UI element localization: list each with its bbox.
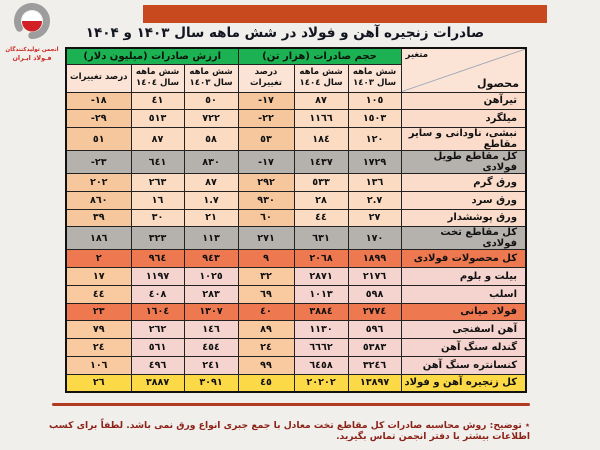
vol-1404-cell: ٦٦٦٢ (294, 339, 348, 357)
val-pct-cell: ٣٩ (66, 209, 131, 227)
exports-table (65, 47, 527, 393)
val-1403-cell: ٢١ (184, 209, 238, 227)
vol-pct-cell: -٢٢ (238, 110, 294, 128)
logo-org-name-line1: انجمن تولیدکنندگان (5, 47, 59, 53)
vol-1404-cell: ١٠١٣ (294, 285, 348, 303)
val-1403-cell: ٩٤٣ (184, 250, 238, 268)
value-1404-header (131, 64, 184, 92)
table-row (66, 110, 526, 128)
val-1403-cell: ١٣٠٧ (184, 303, 238, 321)
vol-1403-cell: ١٣٨٩٧ (348, 374, 401, 392)
vol-pct-cell: ٩٩ (238, 356, 294, 374)
val-1403-cell: ١٠٢٥ (184, 268, 238, 286)
val-1404-cell: ٢٦٢ (131, 321, 184, 339)
val-pct-cell: -٢٣ (66, 151, 131, 174)
val-1403-cell: ٢٤١ (184, 356, 238, 374)
product-cell: میلگرد (401, 110, 526, 128)
corner-variable-label: متغیر (405, 50, 429, 60)
table-row (66, 174, 526, 192)
period-label: شش ماهه (299, 66, 343, 77)
val-1404-cell: ٥٦١ (131, 339, 184, 357)
val-1403-cell: ٨٣٠ (184, 151, 238, 174)
val-1404-cell: ٩٦٤ (131, 250, 184, 268)
val-1404-cell: ٤٩٦ (131, 356, 184, 374)
val-pct-cell: ١٠٦ (66, 356, 131, 374)
product-cell: کل زنجیره آهن و فولاد (401, 374, 526, 392)
footer-divider (52, 403, 530, 406)
vol-pct-cell: -١٧ (238, 151, 294, 174)
vol-pct-cell: -١٧ (238, 92, 294, 110)
steel-association-logo-icon (5, 1, 59, 43)
val-pct-cell: ٥١ (66, 128, 131, 151)
val-pct-cell: -٢٩ (66, 110, 131, 128)
val-1404-cell: ٣٠ (131, 209, 184, 227)
table-body (66, 92, 526, 392)
val-pct-cell: ٢٤ (66, 339, 131, 357)
volume-group-header: حجم صادرات (هزار تن) (238, 48, 401, 64)
product-cell: تیرآهن (401, 92, 526, 110)
vol-1404-cell: ٦٤٥٨ (294, 356, 348, 374)
table-row (66, 356, 526, 374)
product-cell: ورق سرد (401, 191, 526, 209)
volume-1403-header (348, 64, 401, 92)
val-1403-cell: ٨٧ (184, 174, 238, 192)
val-1404-cell: ٤١ (131, 92, 184, 110)
vol-pct-cell: ٤٠ (238, 303, 294, 321)
volume-1404-header (294, 64, 348, 92)
vol-1403-cell: ٢١٧٦ (348, 268, 401, 286)
product-cell: کل مقاطع تخت فولادی (401, 227, 526, 250)
vol-1404-cell: ١١٣٠ (294, 321, 348, 339)
val-1404-cell: ٤٠٨ (131, 285, 184, 303)
vol-pct-cell: ٢٩٢ (238, 174, 294, 192)
vol-1404-cell: ٢٠٢٠٢ (294, 374, 348, 392)
val-1404-cell: ١٦ (131, 191, 184, 209)
vol-1404-cell: ٢٨٧١ (294, 268, 348, 286)
val-1404-cell: ٢٦٣ (131, 174, 184, 192)
val-1404-cell: ٣٨٨٧ (131, 374, 184, 392)
val-pct-cell: ٢ (66, 250, 131, 268)
period-label: شش ماهه (352, 66, 397, 77)
product-cell: گندله سنگ آهن (401, 339, 526, 357)
page-title: صادرات زنجیره آهن و فولاد در شش ماهه سال ۱۴۰۳ و ۱۴۰۴ (85, 25, 485, 41)
val-1404-cell: ٨٧ (131, 128, 184, 151)
vol-1403-cell: ١٧٠ (348, 227, 401, 250)
vol-1404-cell: ١١٦٦ (294, 110, 348, 128)
corner-cell (401, 48, 526, 92)
vol-pct-cell: ٤٥ (238, 374, 294, 392)
volume-pct-header: درصد تغییرات (238, 64, 294, 92)
vol-1404-cell: ٤٤ (294, 209, 348, 227)
val-1404-cell: ١١٩٧ (131, 268, 184, 286)
vol-1404-cell: ٢٨ (294, 191, 348, 209)
vol-1403-cell: ١٥٠٣ (348, 110, 401, 128)
val-1403-cell: ٤٥٤ (184, 339, 238, 357)
value-group-header: ارزش صادرات (میلیون دلار) (66, 48, 238, 64)
vol-1403-cell: ١٢٠ (348, 128, 401, 151)
product-cell: اسلب (401, 285, 526, 303)
table-row (66, 92, 526, 110)
table-row (66, 227, 526, 250)
table-row (66, 268, 526, 286)
group-header-row (66, 48, 526, 64)
vol-1404-cell: ٦٣١ (294, 227, 348, 250)
val-1403-cell: ٥٠ (184, 92, 238, 110)
val-pct-cell: ٤٤ (66, 285, 131, 303)
vol-pct-cell: ٥٣ (238, 128, 294, 151)
val-pct-cell: ٢٠٢ (66, 174, 131, 192)
year-1404-label: سال ١٤٠٤ (299, 78, 343, 88)
footnote (25, 420, 530, 442)
product-cell: فولاد میانی (401, 303, 526, 321)
vol-1403-cell: ٥٩٨ (348, 285, 401, 303)
vol-pct-cell: ٢٤ (238, 339, 294, 357)
vol-1403-cell: ١٧٢٩ (348, 151, 401, 174)
product-cell: کل مقاطع طویل فولادی (401, 151, 526, 174)
vol-pct-cell: ٩٣٠ (238, 191, 294, 209)
val-1403-cell: ١١٣ (184, 227, 238, 250)
table-row (66, 339, 526, 357)
product-cell: آهن اسفنجی (401, 321, 526, 339)
vol-1404-cell: ٣٨٨٤ (294, 303, 348, 321)
vol-1403-cell: ٣٢٤٦ (348, 356, 401, 374)
vol-pct-cell: ٨٩ (238, 321, 294, 339)
val-pct-cell: ٢٣ (66, 303, 131, 321)
year-1403-label: سال ١٤٠٣ (189, 78, 233, 88)
value-1403-header (184, 64, 238, 92)
footnote-label: ٭ توضیح: (489, 420, 530, 431)
vol-1404-cell: ١٨٤ (294, 128, 348, 151)
val-pct-cell: ١٨٦ (66, 227, 131, 250)
year-1403-label: سال ١٤٠٣ (352, 78, 397, 88)
vol-pct-cell: ٩ (238, 250, 294, 268)
vol-pct-cell: ٢٧١ (238, 227, 294, 250)
table-row (66, 285, 526, 303)
val-pct-cell: -١٨ (66, 92, 131, 110)
vol-1403-cell: ٢.٧ (348, 191, 401, 209)
val-1403-cell: ١٤٦ (184, 321, 238, 339)
vol-1403-cell: ٥٣٨٣ (348, 339, 401, 357)
year-1404-label: سال ١٤٠٤ (135, 78, 180, 88)
val-pct-cell: ٢٦ (66, 374, 131, 392)
val-1403-cell: ٣٠٩١ (184, 374, 238, 392)
org-logo (1, 1, 63, 62)
val-1404-cell: ١٦٠٤ (131, 303, 184, 321)
vol-1404-cell: ٢٠٦٨ (294, 250, 348, 268)
product-cell: بیلت و بلوم (401, 268, 526, 286)
table-row (66, 191, 526, 209)
table-row (66, 321, 526, 339)
product-cell: ورق گرم (401, 174, 526, 192)
product-cell: کنسانتره سنگ آهن (401, 356, 526, 374)
vol-1403-cell: ٥٩٦ (348, 321, 401, 339)
vol-1404-cell: ٥٣٣ (294, 174, 348, 192)
vol-pct-cell: ٣٢ (238, 268, 294, 286)
val-pct-cell: ٨٦٠ (66, 191, 131, 209)
product-cell: ورق پوششدار (401, 209, 526, 227)
vol-pct-cell: ٦٩ (238, 285, 294, 303)
table-row (66, 151, 526, 174)
val-1404-cell: ٣٢٣ (131, 227, 184, 250)
table-row (66, 128, 526, 151)
footnote-text: روش محاسبه صادرات کل مقاطع تخت معادل با جمع جبری انواع ورق نمی باشد. لطفاً برای کسب اطلاعات بیشتر با دفتر انجمن تماس بگیرید. (49, 420, 530, 442)
vol-1403-cell: ٢٧ (348, 209, 401, 227)
vol-1403-cell: ٢٧٧٤ (348, 303, 401, 321)
val-1404-cell: ٦٤١ (131, 151, 184, 174)
vol-1403-cell: ١٣٦ (348, 174, 401, 192)
product-cell: کل محصولات فولادی (401, 250, 526, 268)
logo-org-name-line2: فـولاد ایـران (12, 54, 52, 63)
vol-1404-cell: ٨٧ (294, 92, 348, 110)
title-banner (143, 5, 547, 23)
val-1403-cell: ١.٧ (184, 191, 238, 209)
vol-1403-cell: ١٨٩٩ (348, 250, 401, 268)
table-row (66, 250, 526, 268)
val-1403-cell: ٧٢٢ (184, 110, 238, 128)
val-pct-cell: ١٧ (66, 268, 131, 286)
vol-1403-cell: ١٠٥ (348, 92, 401, 110)
val-1403-cell: ٢٨٣ (184, 285, 238, 303)
product-cell: نبشی، ناودانی و سایر مقاطع (401, 128, 526, 151)
corner-product-label: محصول (477, 76, 520, 90)
val-1404-cell: ٥١٣ (131, 110, 184, 128)
value-pct-header: درصد تغییرات (66, 64, 131, 92)
period-label: شش ماهه (135, 66, 180, 77)
period-label: شش ماهه (189, 66, 233, 77)
table-row (66, 374, 526, 392)
val-pct-cell: ٧٩ (66, 321, 131, 339)
table-row (66, 303, 526, 321)
table-row (66, 209, 526, 227)
vol-1404-cell: ١٤٣٧ (294, 151, 348, 174)
vol-pct-cell: ٦٠ (238, 209, 294, 227)
val-1403-cell: ٥٨ (184, 128, 238, 151)
